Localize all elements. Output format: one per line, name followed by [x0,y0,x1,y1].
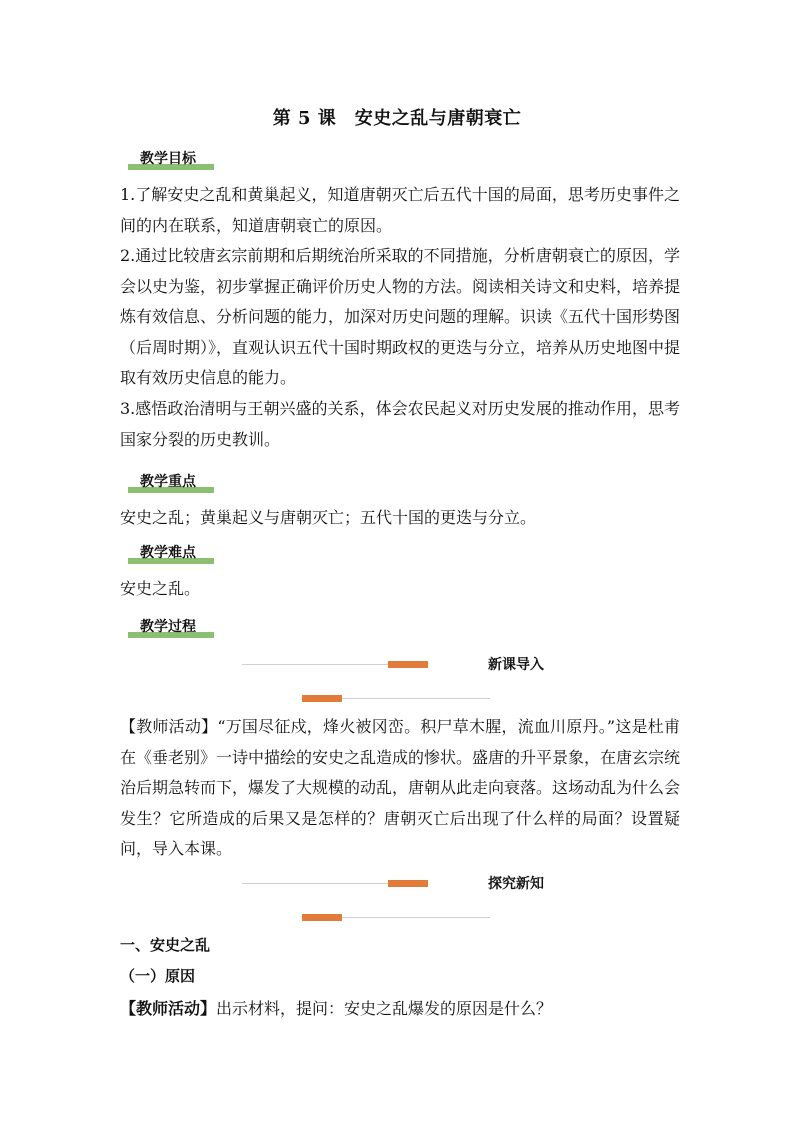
objective-item-2: 2.通过比较唐玄宗前期和后期统治所采取的不同措施，分析唐朝衰亡的原因，学会以史为鉴，初步掌握正确评价历史人物的方法。阅读相关诗文和史料，培养提炼有效信息、分析问题的能力，加深对历史问题的理解。识读《五代十国形势图（后周时期）》，直观认识五代十国时期政权的更迭与分立，培养从历史地图中提取有效历史信息的能力。 [120,246,681,387]
section-heading-label: 教学重点 [140,474,196,490]
objective-item-3: 3.感悟政治清明与王朝兴盛的关系，体会农民起义对历史发展的推动作用，思考国家分裂的历史教训。 [120,399,680,449]
section-heading-key-points [128,471,214,493]
section-heading-label: 教学目标 [140,151,196,167]
section-heading-process [128,616,214,638]
subheading-intro: 新课导入 [488,657,544,673]
section-heading-label: 教学过程 [140,619,196,635]
subheading-explore: 探究新知 [488,876,544,892]
activity-paragraph [120,996,552,1019]
teacher-activity-label: 【教师活动】 [120,717,218,736]
section-heading-objectives [128,148,214,170]
activity-text: 出示材料，提问：安史之乱爆发的原因是什么？ [216,999,553,1018]
difficulties-text: 安史之乱。 [120,579,201,598]
lesson-title: 第 5 课 安史之乱与唐朝衰亡 [272,108,522,129]
part-subheading-cause: （一）原因 [120,967,196,985]
key-points-text: 安史之乱；黄巢起义与唐朝灭亡；五代十国的更迭与分立。 [120,508,537,527]
teacher-activity-label: 【教师活动】 [120,999,217,1018]
objective-item-1: 1.了解安史之乱和黄巢起义，知道唐朝灭亡后五代十国的局面，思考历史事件之间的内在联系，知道唐朝衰亡的原因。 [120,185,680,235]
part-heading-1: 一、安史之乱 [120,936,211,954]
divider-accent [388,661,428,668]
divider-accent [302,914,342,921]
section-heading-label: 教学难点 [140,545,196,561]
divider-accent [388,880,428,887]
section-heading-difficulties [128,542,214,564]
divider-accent [302,695,342,702]
intro-text: “万国尽征戍，烽火被冈峦。积尸草木腥，流血川原丹。”这是杜甫在《垂老别》一诗中描绘的安史之乱造成的惨状。盛唐的升平景象，在唐玄宗统治后期急转而下，爆发了大规模的动乱，唐朝从此走向衰落。这场动乱为什么会发生？它所造成的后果又是怎样的？唐朝灭亡后出现了什么样的局面？设置疑问，导入本课。 [120,717,681,858]
intro-paragraph [120,712,680,865]
